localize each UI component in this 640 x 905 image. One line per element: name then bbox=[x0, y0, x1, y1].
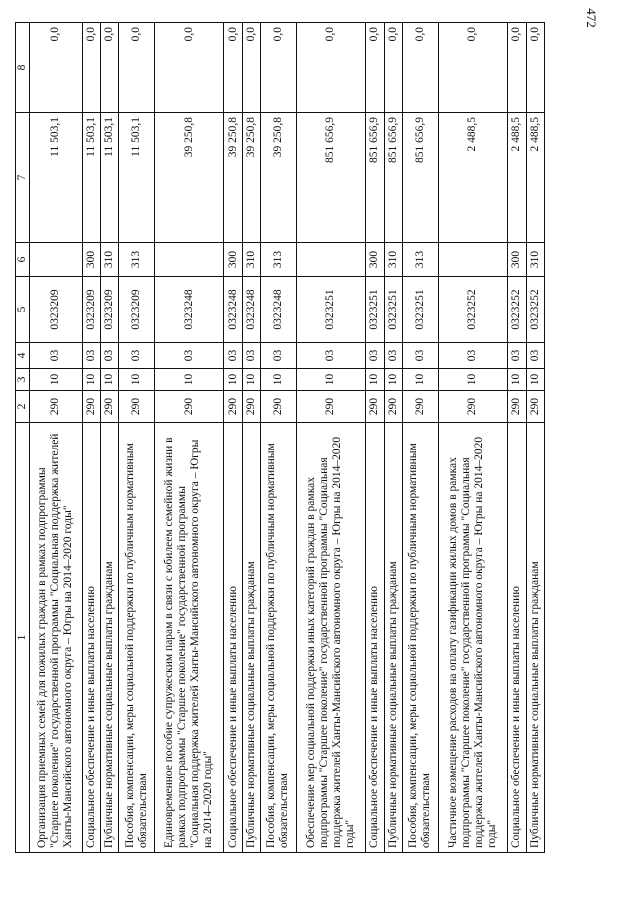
amount-extra-cell: 0,0 bbox=[30, 23, 83, 113]
subsection-cell: 03 bbox=[119, 343, 154, 369]
section-cell: 10 bbox=[224, 369, 242, 391]
table-row bbox=[261, 23, 296, 853]
code-cell: 290 bbox=[154, 391, 224, 423]
code-cell: 290 bbox=[119, 391, 154, 423]
section-cell: 10 bbox=[30, 369, 83, 391]
amount-cell: 851 656,9 bbox=[384, 113, 402, 243]
table-header-row bbox=[16, 23, 30, 853]
column-header: 4 bbox=[16, 343, 30, 369]
column-header: 5 bbox=[16, 277, 30, 343]
amount-cell: 851 656,9 bbox=[403, 113, 438, 243]
amount-extra-cell: 0,0 bbox=[261, 23, 296, 113]
amount-cell: 39 250,8 bbox=[261, 113, 296, 243]
code-cell: 290 bbox=[366, 391, 384, 423]
code-cell: 290 bbox=[508, 391, 526, 423]
subsection-cell: 03 bbox=[508, 343, 526, 369]
code-cell: 290 bbox=[296, 391, 366, 423]
expense-type-cell: 310 bbox=[100, 243, 118, 277]
section-cell: 10 bbox=[403, 369, 438, 391]
page-number: 472 bbox=[583, 8, 599, 28]
row-name-cell: Пособия, компенсации, меры социальной поддержки по публичным нормативным обязательствам bbox=[119, 423, 154, 853]
target-article-cell: 0323248 bbox=[224, 277, 242, 343]
amount-extra-cell: 0,0 bbox=[508, 23, 526, 113]
amount-extra-cell: 0,0 bbox=[100, 23, 118, 113]
amount-extra-cell: 0,0 bbox=[366, 23, 384, 113]
table-row bbox=[100, 23, 118, 853]
column-header: 6 bbox=[16, 243, 30, 277]
column-header: 7 bbox=[16, 113, 30, 243]
expense-type-cell: 313 bbox=[403, 243, 438, 277]
row-name-cell: Социальное обеспечение и иные выплаты населению bbox=[508, 423, 526, 853]
amount-cell: 851 656,9 bbox=[366, 113, 384, 243]
section-cell: 10 bbox=[526, 369, 544, 391]
expense-type-cell bbox=[30, 243, 83, 277]
amount-extra-cell: 0,0 bbox=[403, 23, 438, 113]
target-article-cell: 0323251 bbox=[366, 277, 384, 343]
row-name-cell: Пособия, компенсации, меры социальной поддержки по публичным нормативным обязательствам bbox=[403, 423, 438, 853]
code-cell: 290 bbox=[261, 391, 296, 423]
section-cell: 10 bbox=[366, 369, 384, 391]
row-name-cell: Пособия, компенсации, меры социальной поддержки по публичным нормативным обязательствам bbox=[261, 423, 296, 853]
amount-extra-cell: 0,0 bbox=[438, 23, 508, 113]
code-cell: 290 bbox=[224, 391, 242, 423]
budget-table bbox=[15, 22, 545, 853]
table-row bbox=[119, 23, 154, 853]
target-article-cell: 0323251 bbox=[384, 277, 402, 343]
section-cell: 10 bbox=[261, 369, 296, 391]
amount-extra-cell: 0,0 bbox=[242, 23, 260, 113]
table-row bbox=[384, 23, 402, 853]
section-cell: 10 bbox=[438, 369, 508, 391]
expense-type-cell: 300 bbox=[508, 243, 526, 277]
amount-cell: 11 503,1 bbox=[100, 113, 118, 243]
subsection-cell: 03 bbox=[100, 343, 118, 369]
row-name-cell: Социальное обеспечение и иные выплаты населению bbox=[366, 423, 384, 853]
subsection-cell: 03 bbox=[30, 343, 83, 369]
amount-extra-cell: 0,0 bbox=[526, 23, 544, 113]
amount-extra-cell: 0,0 bbox=[154, 23, 224, 113]
code-cell: 290 bbox=[384, 391, 402, 423]
code-cell: 290 bbox=[403, 391, 438, 423]
expense-type-cell: 300 bbox=[366, 243, 384, 277]
target-article-cell: 0323248 bbox=[242, 277, 260, 343]
target-article-cell: 0323248 bbox=[261, 277, 296, 343]
expense-type-cell bbox=[296, 243, 366, 277]
row-name-cell: Публичные нормативные социальные выплаты гражданам bbox=[526, 423, 544, 853]
target-article-cell: 0323252 bbox=[438, 277, 508, 343]
target-article-cell: 0323248 bbox=[154, 277, 224, 343]
amount-cell: 39 250,8 bbox=[154, 113, 224, 243]
code-cell: 290 bbox=[30, 391, 83, 423]
subsection-cell: 03 bbox=[82, 343, 100, 369]
table-row bbox=[403, 23, 438, 853]
row-name-cell: Публичные нормативные социальные выплаты гражданам bbox=[100, 423, 118, 853]
code-cell: 290 bbox=[526, 391, 544, 423]
expense-type-cell: 300 bbox=[82, 243, 100, 277]
table-row bbox=[242, 23, 260, 853]
table-row bbox=[508, 23, 526, 853]
amount-cell: 2 488,5 bbox=[438, 113, 508, 243]
subsection-cell: 03 bbox=[224, 343, 242, 369]
expense-type-cell: 310 bbox=[526, 243, 544, 277]
table-row bbox=[30, 23, 83, 853]
expense-type-cell: 300 bbox=[224, 243, 242, 277]
column-header: 2 bbox=[16, 391, 30, 423]
section-cell: 10 bbox=[508, 369, 526, 391]
expense-type-cell: 313 bbox=[261, 243, 296, 277]
expense-type-cell bbox=[438, 243, 508, 277]
subsection-cell: 03 bbox=[384, 343, 402, 369]
code-cell: 290 bbox=[242, 391, 260, 423]
expense-type-cell: 313 bbox=[119, 243, 154, 277]
subsection-cell: 03 bbox=[403, 343, 438, 369]
target-article-cell: 0323251 bbox=[296, 277, 366, 343]
amount-extra-cell: 0,0 bbox=[224, 23, 242, 113]
amount-extra-cell: 0,0 bbox=[82, 23, 100, 113]
row-name-cell: Публичные нормативные социальные выплаты гражданам bbox=[242, 423, 260, 853]
column-header: 1 bbox=[16, 423, 30, 853]
target-article-cell: 0323209 bbox=[100, 277, 118, 343]
expense-type-cell bbox=[154, 243, 224, 277]
row-name-cell: Единовременное пособие супружеским парам в связи с юбилеем семейной жизни в рамках подпрограммы "Старшее поколение" государственной программы "Социальная поддержка жителей Ханты-Мансийского автономного округа – Югры на 2014–2020 годы" bbox=[154, 423, 224, 853]
budget-table-container bbox=[15, 23, 545, 853]
target-article-cell: 0323252 bbox=[508, 277, 526, 343]
amount-cell: 2 488,5 bbox=[526, 113, 544, 243]
expense-type-cell: 310 bbox=[242, 243, 260, 277]
target-article-cell: 0323209 bbox=[119, 277, 154, 343]
subsection-cell: 03 bbox=[242, 343, 260, 369]
table-row bbox=[366, 23, 384, 853]
subsection-cell: 03 bbox=[438, 343, 508, 369]
section-cell: 10 bbox=[384, 369, 402, 391]
amount-cell: 39 250,8 bbox=[242, 113, 260, 243]
column-header: 3 bbox=[16, 369, 30, 391]
table-row bbox=[438, 23, 508, 853]
subsection-cell: 03 bbox=[261, 343, 296, 369]
row-name-cell: Частичное возмещение расходов на оплату газификации жилых домов в рамках подпрограммы "Старшее поколение" государственной программы "Социальная поддержка жителей Ханты-Мансийского автономного округа – Югры на 2014–2020 годы" bbox=[438, 423, 508, 853]
row-name-cell: Социальное обеспечение и иные выплаты населению bbox=[82, 423, 100, 853]
row-name-cell: Организация приемных семей для пожилых граждан в рамках подпрограммы "Старшее поколение" государственной программы "Социальная поддержка жителей Ханты-Мансийского автономного округа – Югры на 2014–2020 годы" bbox=[30, 423, 83, 853]
row-name-cell: Публичные нормативные социальные выплаты гражданам bbox=[384, 423, 402, 853]
table-row bbox=[296, 23, 366, 853]
row-name-cell: Обеспечение мер социальной поддержки иных категорий граждан в рамках подпрограммы "Старшее поколение" государственной программы "Социальная поддержка жителей Ханты-Мансийского автономного округа – Югры на 2014–2020 годы" bbox=[296, 423, 366, 853]
section-cell: 10 bbox=[119, 369, 154, 391]
table-row bbox=[224, 23, 242, 853]
code-cell: 290 bbox=[82, 391, 100, 423]
target-article-cell: 0323209 bbox=[30, 277, 83, 343]
amount-extra-cell: 0,0 bbox=[119, 23, 154, 113]
target-article-cell: 0323251 bbox=[403, 277, 438, 343]
section-cell: 10 bbox=[154, 369, 224, 391]
section-cell: 10 bbox=[296, 369, 366, 391]
amount-cell: 39 250,8 bbox=[224, 113, 242, 243]
amount-cell: 11 503,1 bbox=[82, 113, 100, 243]
code-cell: 290 bbox=[100, 391, 118, 423]
amount-extra-cell: 0,0 bbox=[384, 23, 402, 113]
target-article-cell: 0323209 bbox=[82, 277, 100, 343]
amount-cell: 11 503,1 bbox=[30, 113, 83, 243]
subsection-cell: 03 bbox=[296, 343, 366, 369]
target-article-cell: 0323252 bbox=[526, 277, 544, 343]
table-row bbox=[154, 23, 224, 853]
code-cell: 290 bbox=[438, 391, 508, 423]
subsection-cell: 03 bbox=[366, 343, 384, 369]
expense-type-cell: 310 bbox=[384, 243, 402, 277]
section-cell: 10 bbox=[242, 369, 260, 391]
column-header: 8 bbox=[16, 23, 30, 113]
table-row bbox=[526, 23, 544, 853]
section-cell: 10 bbox=[100, 369, 118, 391]
subsection-cell: 03 bbox=[154, 343, 224, 369]
amount-cell: 11 503,1 bbox=[119, 113, 154, 243]
amount-extra-cell: 0,0 bbox=[296, 23, 366, 113]
subsection-cell: 03 bbox=[526, 343, 544, 369]
row-name-cell: Социальное обеспечение и иные выплаты населению bbox=[224, 423, 242, 853]
section-cell: 10 bbox=[82, 369, 100, 391]
amount-cell: 851 656,9 bbox=[296, 113, 366, 243]
amount-cell: 2 488,5 bbox=[508, 113, 526, 243]
table-row bbox=[82, 23, 100, 853]
